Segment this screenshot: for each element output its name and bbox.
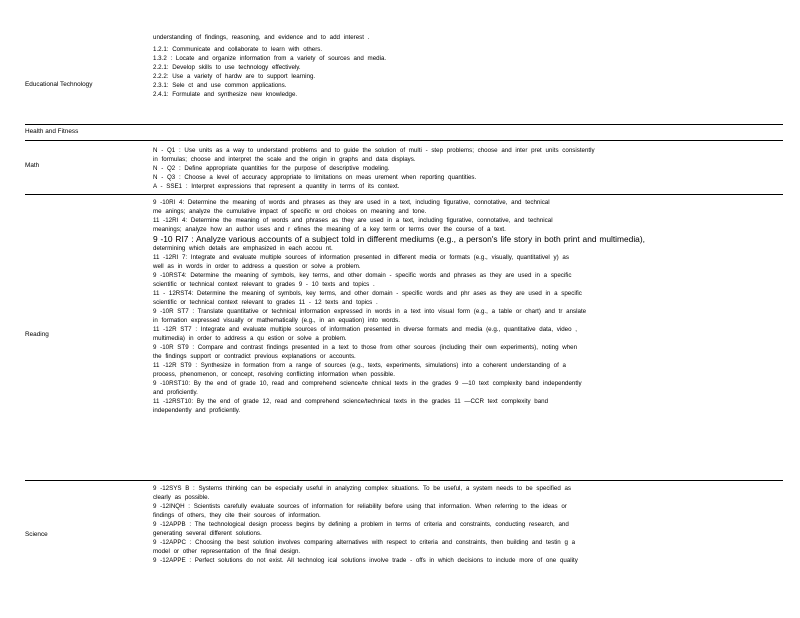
- standard-line: 9 -10R ST7 : Translate quantitative or technical information expressed in words in a text into visual form (e.g., a table or chart) and tr anslate: [153, 308, 587, 315]
- standard-line: N - Q2 : Define appropriate quantities for the purpose of descriptive modeling.: [153, 165, 390, 172]
- standard-line: 2.3.1: Sele ct and use common applications.: [153, 82, 287, 89]
- subject-label: Reading: [25, 331, 49, 338]
- standard-line: in formation expressed visually or mathematically (e.g., in an equation) into words.: [153, 317, 400, 324]
- standard-line: 9 -10R ST9 : Compare and contrast findings presented in a text to those from other sources (including their own experiments), noting when: [153, 344, 578, 351]
- standard-line: well as in words in order to address a question or solve a problem.: [153, 263, 361, 270]
- standard-line: 9 -12APPC : Choosing the best solution involves comparing alternatives with respect to criteria and constraints, then building and testin g a: [153, 539, 576, 546]
- standards-table: [25, 33, 783, 589]
- row-educational-technology: [25, 33, 783, 125]
- standard-line: process, phenomenon, or concept, resolving conflicting information when possible.: [153, 371, 395, 378]
- standard-line: 2.2.1: Develop skills to use technology effectively.: [153, 64, 301, 71]
- standards-text: [153, 33, 783, 99]
- row-reading: [25, 195, 783, 481]
- row-math: [25, 141, 783, 195]
- standard-line: determining which details are emphasized in each accou nt.: [153, 245, 333, 252]
- standard-line: model or other representation of the final design.: [153, 548, 301, 555]
- standard-line: clearly as possible.: [153, 494, 210, 501]
- standard-line: 11 -12RI 4: Determine the meaning of words and phrases as they are used in a text, including figurative, connotative, and technical: [153, 217, 553, 224]
- standard-line: 9 -12INQH : Scientists carefully evaluate sources of information for reliability before using that information. When referring to the ideas or: [153, 503, 567, 510]
- standard-line: 11 -12R ST9 : Synthesize in formation from a range of sources (e.g., texts, experiments, simulations) into a coherent understanding of a: [153, 362, 566, 369]
- standard-line: 11 -12R ST7 : Integrate and evaluate multiple sources of information presented in diverse formats and media (e.g., quantitative data, video ,: [153, 326, 578, 333]
- subject-label: Educational Technology: [25, 81, 93, 88]
- standard-line: findings of others, they cite their sources of information.: [153, 512, 321, 519]
- subject-label: Math: [25, 162, 40, 169]
- row-health-and-fitness: [25, 125, 783, 141]
- standard-line: 9 -12APPE : Perfect solutions do not exist. All technolog ical solutions involve trade - offs in which decisions to include more of one quality: [153, 557, 578, 564]
- standard-line: 9 -10 RI7 : Analyze various accounts of a subject told in different mediums (e.g., a person's life story in both print and multimedia),: [153, 234, 645, 244]
- standards-text: [153, 481, 783, 565]
- standard-line: 9 -10RI 4: Determine the meaning of words and phrases as they are used in a text, including figurative, connotative, and technical: [153, 199, 550, 206]
- subject-label: Health and Fitness: [25, 128, 79, 135]
- standard-line: scientific or technical context relevant to grades 11 - 12 texts and topics .: [153, 299, 378, 306]
- standard-line: N - Q1 : Use units as a way to understand problems and to guide the solution of multi - step problems; choose and inter pret units consistently: [153, 147, 595, 154]
- standard-line: independently and proficiently.: [153, 407, 241, 414]
- standard-line: in formulas; choose and interpret the scale and the origin in graphs and data displays.: [153, 156, 416, 163]
- standard-line: 9 -10RST10: By the end of grade 10, read and comprehend science/te chnical texts in the grades 9 —10 text complexity band independently: [153, 380, 582, 387]
- standard-line: 9 -10RST4: Determine the meaning of symbols, key terms, and other domain - specific words and phrases as they are used in a specific: [153, 272, 572, 279]
- subject-label: Science: [25, 531, 48, 538]
- standard-line: me anings; analyze the cumulative impact of specific w ord choices on meaning and tone.: [153, 208, 427, 215]
- standard-line: 11 -12RI 7: Integrate and evaluate multiple sources of information presented in different media or formats (e.g., visually, quantitativel y) as: [153, 254, 569, 261]
- standard-line: 11 -12RST10: By the end of grade 12, read and comprehend science/technical texts in the grades 11 —CCR text complexity band: [153, 398, 549, 405]
- standard-line: N - Q3 : Choose a level of accuracy appropriate to limitations on meas urement when reporting quantities.: [153, 174, 477, 181]
- standard-line: the findings support or contradict previous explanations or accounts.: [153, 353, 356, 360]
- standard-line: and proficiently.: [153, 389, 198, 396]
- standard-line: A - SSE1 : Interpret expressions that represent a quantity in terms of its context.: [153, 183, 400, 190]
- row-science: [25, 481, 783, 589]
- standard-line: scientific or technical context relevant to grades 9 - 10 texts and topics .: [153, 281, 375, 288]
- standard-line: 11 - 12RST4: Determine the meaning of symbols, key terms, and other domain - specific words and phr ases as they are used in a specific: [153, 290, 582, 297]
- standard-line: 1.2.1: Communicate and collaborate to learn with others.: [153, 46, 323, 53]
- standards-text: [153, 195, 783, 415]
- standard-line: 2.4.1: Formulate and synthesize new knowledge.: [153, 91, 298, 98]
- standards-text: [153, 141, 783, 191]
- standard-line: generating several different solutions.: [153, 530, 262, 537]
- standard-line: 2.2.2: Use a variety of hardw are to support learning.: [153, 73, 316, 80]
- standard-line: 9 -12APPB : The technological design process begins by defining a problem in terms of criteria and constraints, conducting research, and: [153, 521, 569, 528]
- standard-line: multimedia) in order to address a qu estion or solve a problem.: [153, 335, 347, 342]
- standard-line: understanding of findings, reasoning, and evidence and to add interest .: [153, 34, 370, 41]
- standard-line: 9 -12SYS B : Systems thinking can be especially useful in analyzing complex situations. To be useful, a system needs to be specified as: [153, 485, 572, 492]
- standard-line: 1.3.2 : Locate and organize information from a variety of sources and media.: [153, 55, 387, 62]
- standard-line: meanings; analyze how an author uses and r efines the meaning of a key term or terms over the course of a text.: [153, 226, 506, 233]
